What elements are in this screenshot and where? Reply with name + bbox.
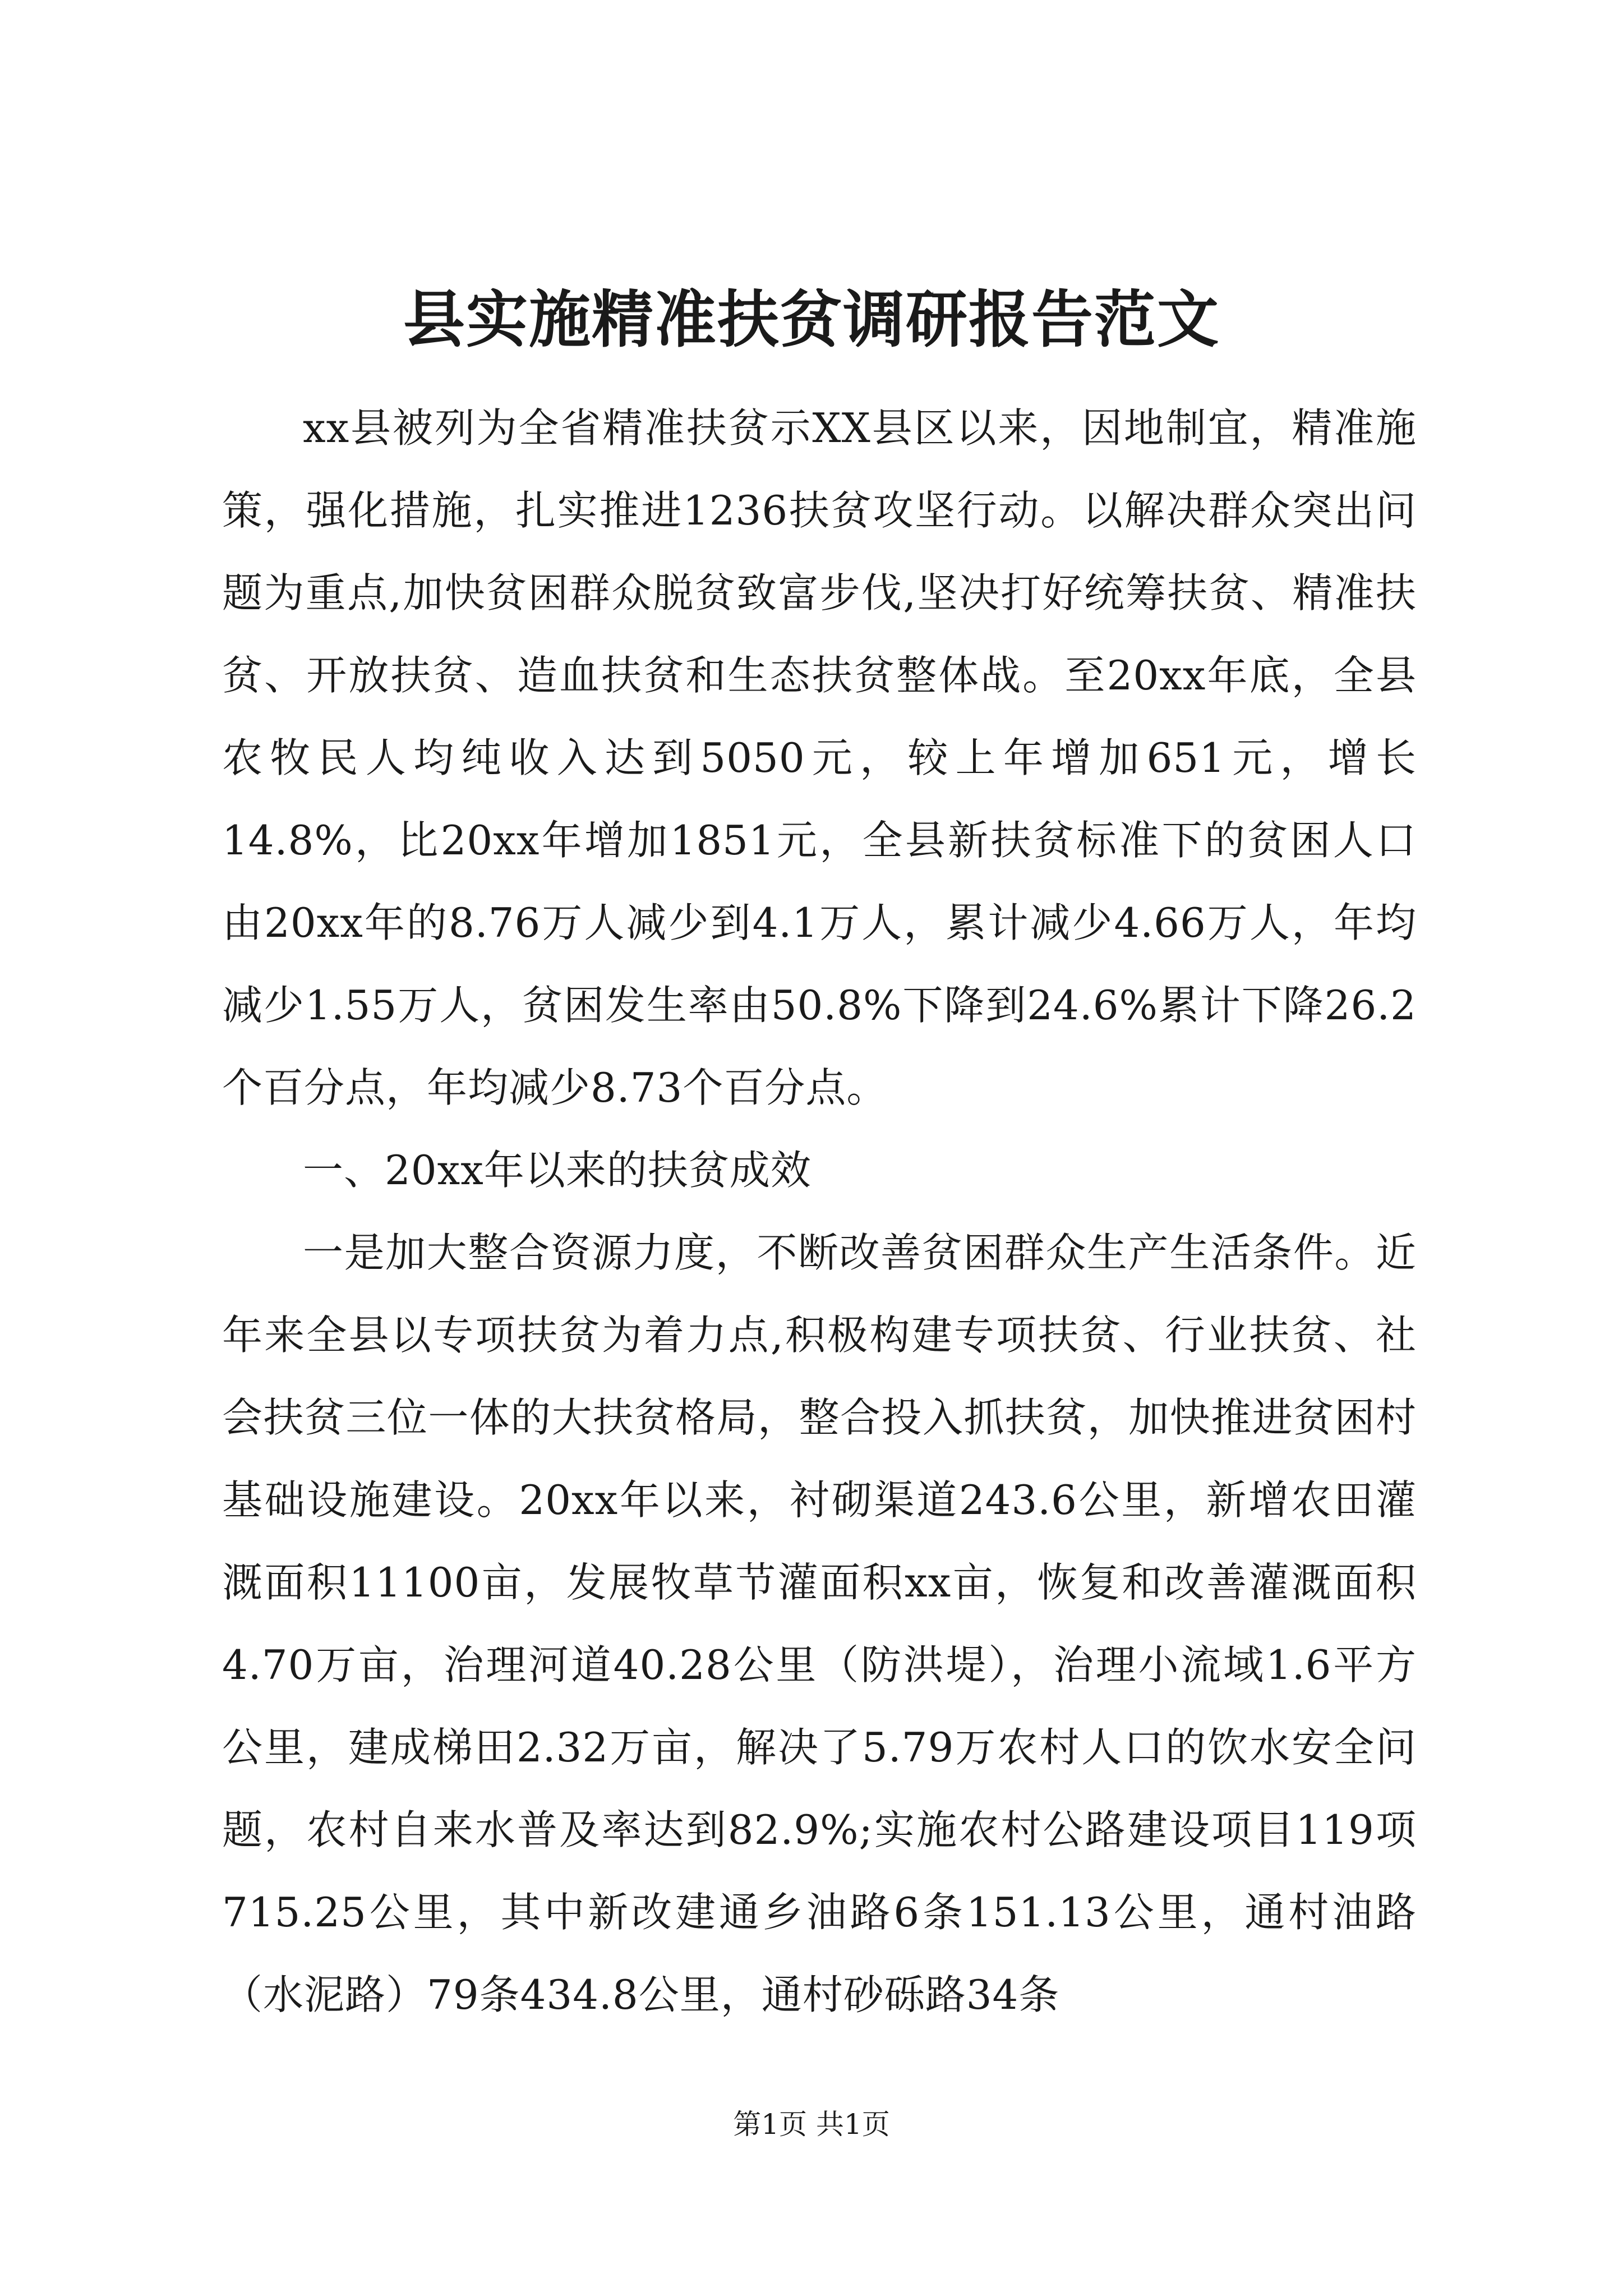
document-title: 县实施精准扶贫调研报告范文: [403, 283, 1220, 356]
section-heading: 一、20xx年以来的扶贫成效: [303, 1147, 811, 1194]
page-footer: 第1页 共1页: [733, 2108, 890, 2141]
document-body: [222, 387, 1417, 2036]
paragraph-intro: xx县被列为全省精准扶贫示XX县区以来，因地制宜，精准施策，强化措施，扎实推进1236扶贫攻坚行动。以解决群众突出问题为重点,加快贫困群众脱贫致富步伐,坚决打好统筹扶贫、精准扶贫、开放扶贫、造血扶贫和生态扶贫整体战。至20xx年底，全县农牧民人均纯收入达到5050元，较上年增加651元，增长14.8%，比20xx年增加1851元，全县新扶贫标准下的贫困人口由20xx年的8.76万人减少到4.1万人，累计减少4.66万人，年均减少1.55万人，贫困发生率由50.8%下降到24.6%累计下降26.2个百分点，年均减少8.73个百分点。: [222, 404, 1417, 1111]
paragraph-achievements: 一是加大整合资源力度，不断改善贫困群众生产生活条件。近年来全县以专项扶贫为着力点,积极构建专项扶贫、行业扶贫、社会扶贫三位一体的大扶贫格局，整合投入抓扶贫，加快推进贫困村基础设施建设。20xx年以来，衬砌渠道243.6公里，新增农田灌溉面积11100亩，发展牧草节灌面积xx亩，恢复和改善灌溉面积4.70万亩，治理河道40.28公里（防洪堤），治理小流域1.6平方公里，建成梯田2.32万亩，解决了5.79万农村人口的饮水安全问题，农村自来水普及率达到82.9%;实施农村公路建设项目119项715.25公里，其中新改建通乡油路6条151.13公里，通村油路（水泥路）79条434.8公里，通村砂砾路34条: [222, 1229, 1417, 2018]
